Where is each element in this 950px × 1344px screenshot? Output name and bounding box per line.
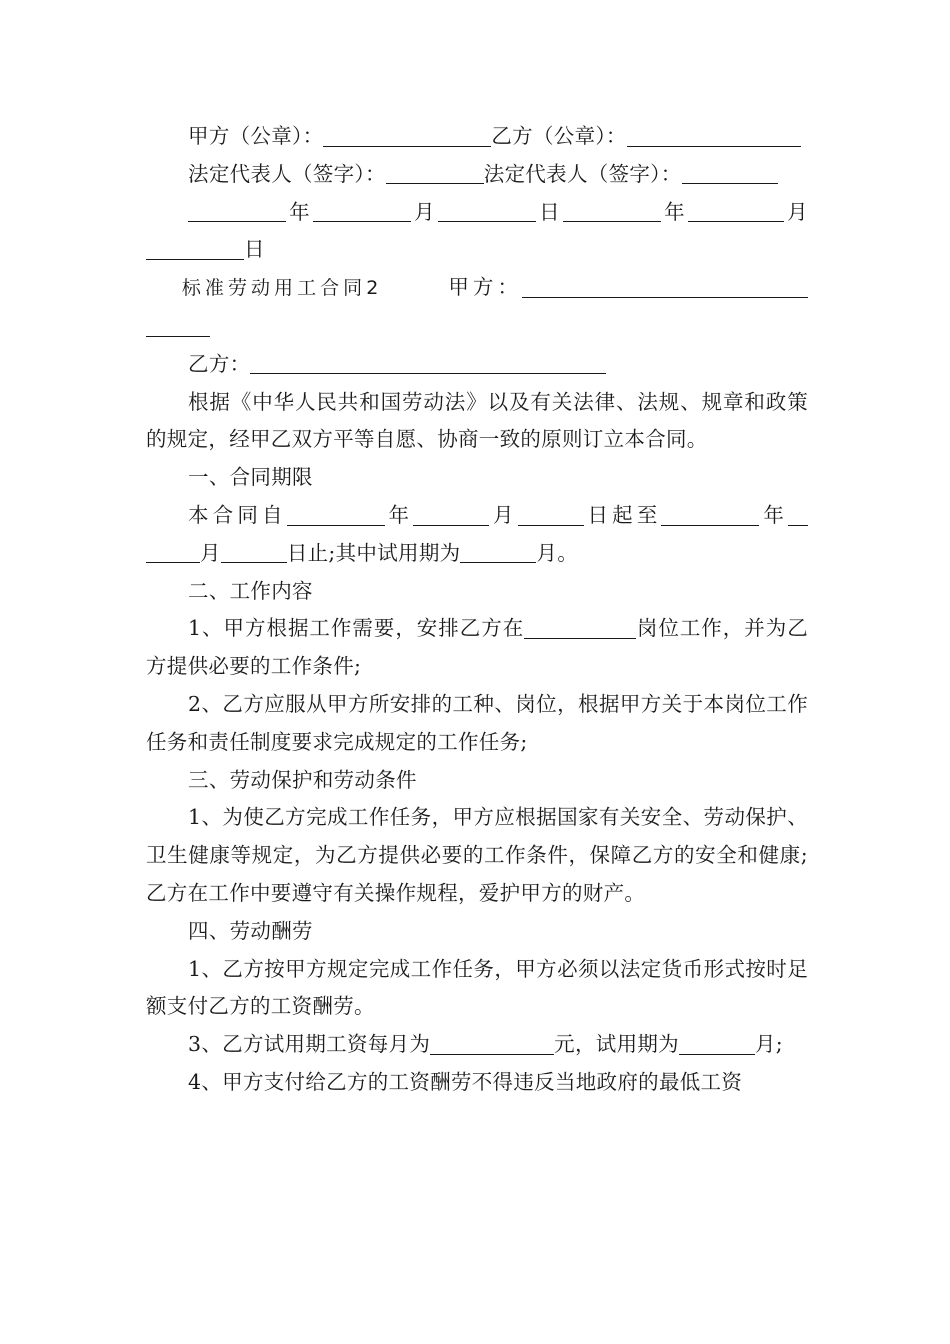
term-start-year-blank: [287, 503, 385, 526]
date-month-a: 月: [411, 199, 439, 224]
s4-item3-c: 月;: [754, 1032, 783, 1057]
date-month-b-blank: [688, 200, 784, 223]
contract2-party-a-blank: [522, 275, 808, 298]
section-4-heading: 四、劳动酬劳: [188, 918, 313, 943]
party-a-seal-blank: [323, 124, 491, 147]
probation-wage-blank: [430, 1032, 554, 1055]
section-2-item-1: [146, 610, 808, 686]
term-end-year-blank: [661, 503, 759, 526]
legal-rep-line: [146, 156, 808, 194]
section-1-term: [146, 497, 808, 573]
section-1-heading: 一、合同期限: [188, 465, 313, 490]
party-a-seal-label: 甲方（公章）：: [188, 124, 324, 148]
contract2-party-a-label: 甲方：: [444, 275, 522, 300]
party-b-seal-blank-cont: [737, 124, 801, 147]
party-a-b-seal-line: [146, 118, 808, 156]
term-end-day-blank: [221, 541, 287, 564]
date-month-a-blank: [313, 200, 411, 223]
probation-period-blank: [679, 1032, 755, 1055]
probation-blank: [460, 541, 536, 564]
date-day-a: 日: [536, 199, 564, 224]
term-end: 月。: [536, 540, 579, 565]
rep-a-blank: [386, 162, 484, 185]
date-day-b-blank: [146, 238, 244, 261]
contract2-party-a-blank-cont: [146, 314, 210, 337]
term-from: 日起至: [583, 502, 662, 527]
date-year-a: 年: [286, 199, 314, 224]
section-2-heading: 二、工作内容: [188, 578, 313, 603]
s4-item3-a: 3、乙方试用期工资每月为: [188, 1032, 431, 1057]
term-end-month-blank: [788, 503, 808, 526]
contract2-party-b-line: [146, 346, 808, 384]
document-body: [146, 118, 808, 1102]
date-month-b: 月: [784, 199, 808, 224]
term-end-month-blank-cont: [146, 541, 200, 564]
date-year-a-blank: [188, 200, 286, 223]
term-year2: 年: [759, 502, 788, 527]
term-start-label: 本合同自: [188, 502, 287, 527]
term-start-month-blank: [413, 503, 489, 526]
term-start-day-blank: [518, 503, 584, 526]
position-blank: [524, 617, 636, 640]
contract2-title: 标准劳动用工合同2: [181, 277, 379, 300]
term-month: 月: [489, 502, 518, 527]
rep-b-blank-cont: [726, 162, 778, 185]
term-to: 日止;其中试用期为: [286, 540, 461, 565]
rep-b-label: 法定代表人（签字）：: [483, 161, 682, 186]
contract2-party-b-blank: [250, 352, 606, 375]
term-month2: 月: [200, 540, 221, 565]
contract2-party-b-label: 乙方：: [188, 351, 251, 376]
contract2-title-line: [146, 269, 808, 346]
date-year-b: 年: [661, 199, 689, 224]
rep-a-label: 法定代表人（签字）：: [188, 161, 386, 186]
rep-b-blank: [682, 162, 726, 185]
party-b-seal-blank: [627, 124, 737, 147]
date-day-a-blank: [438, 200, 536, 223]
section-4-item-4: 4、甲方支付给乙方的工资酬劳不得违反当地政府的最低工资: [188, 1069, 743, 1094]
section-2-item-2: 2、乙方应服从甲方所安排的工种、岗位，根据甲方关于本岗位工作任务和责任制度要求完成规定的工作任务;: [146, 691, 808, 754]
section-3-heading: 三、劳动保护和劳动条件: [188, 767, 417, 792]
preamble: 根据《中华人民共和国劳动法》以及有关法律、法规、规章和政策的规定，经甲乙双方平等自愿、协商一致的原则订立本合同。: [146, 389, 808, 452]
s2-item1-a: 1、甲方根据工作需要，安排乙方在: [188, 616, 525, 641]
term-year: 年: [384, 502, 414, 527]
section-3-item-1: 1、为使乙方完成工作任务，甲方应根据国家有关安全、劳动保护、卫生健康等规定，为乙方提供必要的工作条件，保障乙方的安全和健康;乙方在工作中要遵守有关操作规程，爱护甲方的财产。: [146, 805, 808, 905]
date-year-b-blank: [563, 200, 661, 223]
section-4-item-3: [146, 1026, 808, 1064]
s4-item3-b: 元，试用期为: [554, 1032, 679, 1057]
date-line: [146, 194, 808, 270]
s2-item1-b: 岗位工作，并为乙方提供必要的工作条件;: [146, 616, 808, 679]
party-b-seal-label: 乙方（公章）：: [491, 124, 627, 148]
date-day-b: 日: [244, 237, 265, 262]
section-4-item-1: 1、乙方按甲方规定完成工作任务，甲方必须以法定货币形式按时足额支付乙方的工资酬劳。: [146, 956, 808, 1019]
